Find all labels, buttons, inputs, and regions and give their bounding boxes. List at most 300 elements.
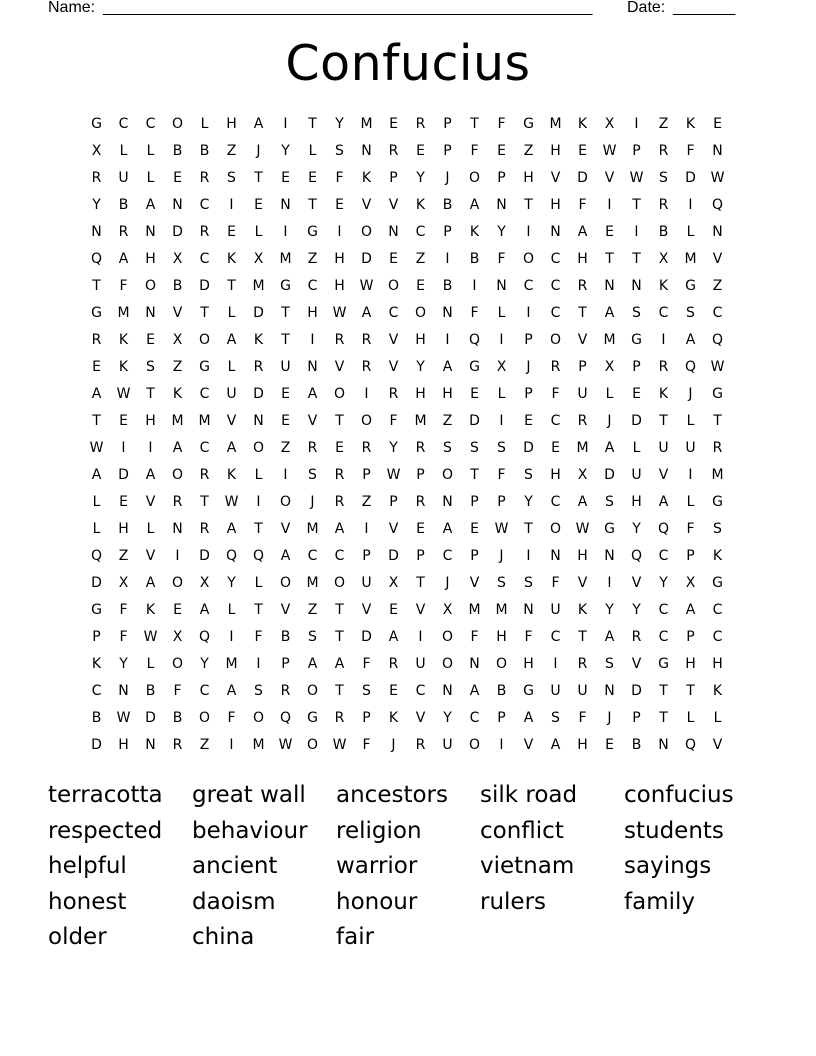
grid-letter: T [254, 521, 263, 537]
grid-letter: D [631, 413, 642, 429]
grid-row [83, 138, 731, 165]
grid-letter: H [226, 116, 237, 132]
grid-letter: T [659, 683, 668, 699]
grid-letter: N [91, 224, 102, 240]
grid-letter: E [173, 170, 182, 186]
grid-letter: S [713, 521, 722, 537]
grid-letter: Z [658, 116, 669, 132]
grid-letter: T [335, 683, 344, 699]
grid-letter: V [415, 710, 426, 726]
grid-letter: G [469, 359, 480, 375]
grid-letter: J [256, 143, 261, 159]
grid-letter: Q [252, 548, 265, 564]
grid-letter: L [605, 386, 614, 402]
grid-letter: P [497, 170, 506, 186]
grid-letter: I [499, 737, 504, 753]
grid-letter: C [307, 278, 318, 294]
grid-letter: P [389, 494, 398, 510]
grid-letter: P [362, 710, 371, 726]
grid-letter: H [523, 656, 534, 672]
grid-letter: M [306, 521, 319, 537]
word-list-item: confucius [624, 782, 734, 808]
grid-letter: C [199, 440, 210, 456]
grid-letter: F [470, 629, 479, 645]
grid-letter: D [253, 386, 264, 402]
grid-letter: B [172, 278, 183, 294]
grid-letter: X [172, 629, 183, 645]
word-search-grid [83, 111, 731, 759]
grid-letter: X [118, 575, 129, 591]
grid-letter: C [550, 629, 561, 645]
grid-letter: X [199, 575, 210, 591]
grid-letter: B [631, 737, 642, 753]
grid-letter: I [499, 413, 504, 429]
grid-letter: F [497, 251, 506, 267]
grid-letter: E [605, 737, 614, 753]
grid-letter: Y [524, 494, 533, 510]
grid-letter: T [524, 521, 533, 537]
grid-letter: L [146, 656, 155, 672]
grid-letter: S [335, 143, 344, 159]
grid-letter: O [144, 278, 157, 294]
grid-letter: I [256, 656, 261, 672]
grid-letter: E [416, 521, 425, 537]
grid-row [83, 543, 731, 570]
word-list-item: warrior [336, 853, 418, 879]
grid-letter: M [306, 575, 319, 591]
name-field-line: _______________________________________________________ [103, 0, 593, 16]
grid-letter: P [281, 656, 290, 672]
grid-letter: D [361, 251, 372, 267]
grid-letter: I [229, 737, 234, 753]
word-list [48, 778, 768, 956]
grid-letter: A [307, 656, 318, 672]
grid-letter: B [145, 683, 156, 699]
grid-letter: N [172, 197, 183, 213]
grid-letter: O [306, 683, 319, 699]
grid-letter: I [148, 440, 153, 456]
grid-letter: B [469, 251, 480, 267]
grid-letter: U [550, 602, 561, 618]
grid-letter: W [494, 521, 509, 537]
grid-letter: C [550, 251, 561, 267]
grid-letter: F [335, 170, 344, 186]
grid-letter: K [226, 467, 237, 483]
grid-letter: Y [659, 575, 668, 591]
grid-letter: U [631, 467, 642, 483]
grid-letter: O [360, 224, 373, 240]
grid-letter: D [577, 170, 588, 186]
grid-letter: W [710, 359, 725, 375]
grid-letter: V [577, 332, 588, 348]
grid-letter: Z [199, 737, 210, 753]
grid-letter: V [388, 197, 399, 213]
grid-letter: C [712, 629, 723, 645]
grid-letter: I [175, 548, 180, 564]
grid-letter: J [310, 494, 315, 510]
grid-row [83, 111, 731, 138]
grid-letter: C [550, 494, 561, 510]
grid-letter: F [173, 683, 182, 699]
grid-letter: Y [605, 602, 614, 618]
grid-letter: N [118, 683, 129, 699]
grid-letter: S [524, 575, 533, 591]
grid-letter: U [361, 575, 372, 591]
grid-letter: C [550, 413, 561, 429]
grid-letter: J [499, 548, 504, 564]
word-list-item: sayings [624, 853, 712, 879]
grid-letter: L [686, 494, 695, 510]
grid-letter: A [469, 197, 480, 213]
grid-letter: O [171, 116, 184, 132]
grid-letter: M [252, 737, 265, 753]
grid-letter: A [658, 494, 669, 510]
grid-letter: E [119, 494, 128, 510]
grid-letter: H [442, 386, 453, 402]
grid-letter: J [607, 413, 612, 429]
grid-letter: V [631, 575, 642, 591]
grid-letter: R [388, 386, 399, 402]
word-list-item: ancient [192, 853, 278, 879]
grid-letter: M [360, 116, 373, 132]
grid-letter: A [442, 359, 453, 375]
grid-letter: U [118, 170, 129, 186]
grid-letter: M [495, 602, 508, 618]
grid-letter: T [200, 305, 209, 321]
grid-letter: R [361, 440, 372, 456]
grid-letter: F [119, 278, 128, 294]
grid-letter: K [118, 359, 129, 375]
grid-letter: K [253, 332, 264, 348]
grid-row [83, 435, 731, 462]
grid-letter: I [364, 521, 369, 537]
grid-letter: T [470, 467, 479, 483]
grid-letter: T [632, 251, 641, 267]
grid-letter: W [116, 710, 131, 726]
grid-letter: O [252, 710, 265, 726]
grid-letter: T [254, 602, 263, 618]
grid-letter: S [632, 305, 641, 321]
grid-letter: S [227, 170, 236, 186]
grid-letter: W [386, 467, 401, 483]
grid-letter: N [469, 656, 480, 672]
grid-letter: A [145, 575, 156, 591]
grid-letter: J [526, 359, 531, 375]
grid-letter: F [497, 116, 506, 132]
date-field-line: _______ [673, 0, 736, 16]
grid-letter: Y [335, 116, 344, 132]
grid-letter: T [605, 251, 614, 267]
grid-letter: W [143, 629, 158, 645]
grid-letter: P [686, 548, 695, 564]
grid-letter: Y [200, 656, 209, 672]
grid-letter: T [335, 629, 344, 645]
grid-letter: O [198, 332, 211, 348]
grid-letter: O [522, 251, 535, 267]
grid-letter: A [361, 305, 372, 321]
grid-letter: B [172, 143, 183, 159]
grid-row [83, 651, 731, 678]
grid-letter: V [469, 575, 480, 591]
grid-letter: L [254, 575, 263, 591]
grid-letter: Y [281, 143, 290, 159]
grid-letter: E [497, 143, 506, 159]
grid-letter: J [391, 737, 396, 753]
grid-letter: Y [389, 440, 398, 456]
grid-letter: I [526, 305, 531, 321]
grid-letter: M [279, 251, 292, 267]
grid-letter: K [415, 197, 426, 213]
grid-letter: N [496, 197, 507, 213]
grid-letter: N [712, 143, 723, 159]
grid-letter: R [199, 224, 210, 240]
grid-letter: O [279, 494, 292, 510]
grid-letter: A [334, 521, 345, 537]
grid-letter: P [416, 548, 425, 564]
grid-letter: X [685, 575, 696, 591]
grid-letter: V [712, 737, 723, 753]
grid-letter: D [199, 548, 210, 564]
grid-letter: D [631, 683, 642, 699]
grid-letter: A [91, 386, 102, 402]
grid-letter: H [550, 197, 561, 213]
grid-letter: V [334, 359, 345, 375]
grid-letter: R [631, 629, 642, 645]
grid-letter: E [227, 224, 236, 240]
grid-row [83, 462, 731, 489]
grid-letter: J [445, 575, 450, 591]
grid-letter: R [658, 197, 669, 213]
grid-letter: R [577, 413, 588, 429]
grid-letter: E [281, 413, 290, 429]
grid-letter: A [604, 305, 615, 321]
grid-letter: H [118, 521, 129, 537]
grid-letter: I [445, 332, 450, 348]
grid-letter: G [712, 386, 723, 402]
grid-row [83, 219, 731, 246]
grid-letter: O [360, 413, 373, 429]
grid-letter: P [524, 332, 533, 348]
grid-letter: F [686, 521, 695, 537]
grid-letter: S [470, 440, 479, 456]
grid-letter: O [414, 305, 427, 321]
grid-row [83, 408, 731, 435]
grid-letter: H [415, 386, 426, 402]
grid-letter: F [227, 710, 236, 726]
grid-letter: Q [225, 548, 238, 564]
grid-letter: N [604, 278, 615, 294]
grid-letter: K [712, 548, 723, 564]
grid-letter: R [415, 116, 426, 132]
grid-letter: N [253, 413, 264, 429]
grid-letter: L [146, 143, 155, 159]
grid-letter: G [523, 116, 534, 132]
grid-letter: X [658, 251, 669, 267]
grid-letter: C [712, 602, 723, 618]
grid-letter: S [146, 359, 155, 375]
grid-letter: K [577, 602, 588, 618]
grid-letter: I [661, 332, 666, 348]
grid-letter: O [468, 170, 481, 186]
grid-letter: I [526, 224, 531, 240]
grid-letter: A [226, 440, 237, 456]
grid-letter: Z [118, 548, 129, 564]
grid-letter: D [523, 440, 534, 456]
grid-letter: R [388, 143, 399, 159]
grid-letter: D [172, 224, 183, 240]
grid-letter: C [91, 683, 102, 699]
grid-letter: H [685, 656, 696, 672]
grid-letter: C [442, 548, 453, 564]
grid-letter: R [415, 737, 426, 753]
grid-letter: P [632, 710, 641, 726]
grid-letter: Q [198, 629, 211, 645]
grid-letter: T [92, 278, 101, 294]
grid-letter: T [200, 494, 209, 510]
grid-letter: M [603, 332, 616, 348]
grid-letter: R [577, 656, 588, 672]
grid-letter: V [658, 467, 669, 483]
grid-letter: K [685, 116, 696, 132]
grid-letter: R [199, 521, 210, 537]
grid-letter: A [91, 467, 102, 483]
grid-letter: O [549, 332, 562, 348]
grid-letter: H [631, 494, 642, 510]
grid-letter: V [145, 548, 156, 564]
grid-letter: M [198, 413, 211, 429]
grid-letter: A [172, 440, 183, 456]
grid-letter: T [227, 278, 236, 294]
grid-letter: C [658, 305, 669, 321]
word-list-item: respected [48, 817, 163, 844]
grid-letter: A [307, 386, 318, 402]
grid-letter: K [118, 332, 129, 348]
grid-letter: R [415, 494, 426, 510]
grid-letter: O [468, 737, 481, 753]
grid-letter: X [496, 359, 507, 375]
grid-letter: C [550, 305, 561, 321]
grid-letter: H [577, 548, 588, 564]
grid-letter: D [388, 548, 399, 564]
grid-letter: V [388, 332, 399, 348]
grid-letter: C [658, 602, 669, 618]
grid-letter: V [361, 197, 372, 213]
grid-letter: G [523, 683, 534, 699]
grid-letter: R [91, 332, 102, 348]
grid-letter: S [443, 440, 452, 456]
grid-letter: E [389, 116, 398, 132]
grid-letter: X [577, 467, 588, 483]
grid-letter: E [146, 332, 155, 348]
grid-letter: M [576, 440, 589, 456]
grid-letter: C [415, 683, 426, 699]
grid-letter: O [441, 467, 454, 483]
grid-letter: V [226, 413, 237, 429]
page-title: Confucius [285, 35, 531, 92]
grid-letter: T [335, 413, 344, 429]
grid-letter: D [685, 170, 696, 186]
grid-letter: O [441, 629, 454, 645]
grid-letter: E [92, 359, 101, 375]
grid-row [83, 381, 731, 408]
grid-letter: T [632, 197, 641, 213]
grid-letter: A [685, 332, 696, 348]
grid-letter: T [524, 197, 533, 213]
grid-letter: C [145, 116, 156, 132]
grid-letter: T [416, 575, 425, 591]
grid-letter: Z [523, 143, 534, 159]
grid-letter: O [333, 386, 346, 402]
grid-letter: S [254, 683, 263, 699]
grid-letter: T [308, 197, 317, 213]
grid-letter: E [389, 251, 398, 267]
grid-letter: L [686, 224, 695, 240]
grid-letter: X [388, 575, 399, 591]
grid-letter: H [145, 413, 156, 429]
grid-letter: F [497, 467, 506, 483]
grid-letter: S [308, 629, 317, 645]
grid-letter: V [307, 413, 318, 429]
grid-letter: J [688, 386, 693, 402]
grid-row [83, 354, 731, 381]
word-list-item: honour [336, 888, 418, 915]
grid-letter: R [280, 683, 291, 699]
grid-letter: L [686, 710, 695, 726]
grid-letter: W [89, 440, 104, 456]
grid-letter: L [200, 116, 209, 132]
grid-letter: U [685, 440, 696, 456]
grid-letter: D [604, 467, 615, 483]
grid-letter: P [470, 494, 479, 510]
grid-letter: P [524, 386, 533, 402]
grid-letter: I [364, 386, 369, 402]
grid-row [83, 489, 731, 516]
grid-letter: W [116, 386, 131, 402]
grid-letter: N [604, 683, 615, 699]
grid-letter: D [253, 305, 264, 321]
grid-letter: F [470, 143, 479, 159]
word-list-item: fair [336, 924, 375, 950]
grid-letter: G [91, 305, 102, 321]
grid-letter: A [226, 683, 237, 699]
grid-letter: S [308, 467, 317, 483]
grid-letter: I [121, 440, 126, 456]
grid-letter: Z [712, 278, 723, 294]
grid-letter: C [523, 278, 534, 294]
grid-letter: A [469, 683, 480, 699]
grid-letter: R [415, 440, 426, 456]
grid-letter: P [443, 116, 452, 132]
grid-letter: F [362, 656, 371, 672]
grid-letter: S [497, 575, 506, 591]
grid-letter: G [658, 656, 669, 672]
grid-letter: Q [711, 332, 724, 348]
grid-row [83, 516, 731, 543]
grid-letter: N [712, 224, 723, 240]
grid-letter: A [199, 602, 210, 618]
grid-letter: C [199, 386, 210, 402]
grid-letter: X [253, 251, 264, 267]
grid-letter: N [442, 305, 453, 321]
grid-letter: K [577, 116, 588, 132]
grid-letter: E [578, 143, 587, 159]
grid-letter: R [334, 710, 345, 726]
grid-letter: P [686, 629, 695, 645]
grid-letter: O [171, 656, 184, 672]
grid-letter: K [226, 251, 237, 267]
grid-letter: F [119, 629, 128, 645]
grid-letter: Y [92, 197, 101, 213]
